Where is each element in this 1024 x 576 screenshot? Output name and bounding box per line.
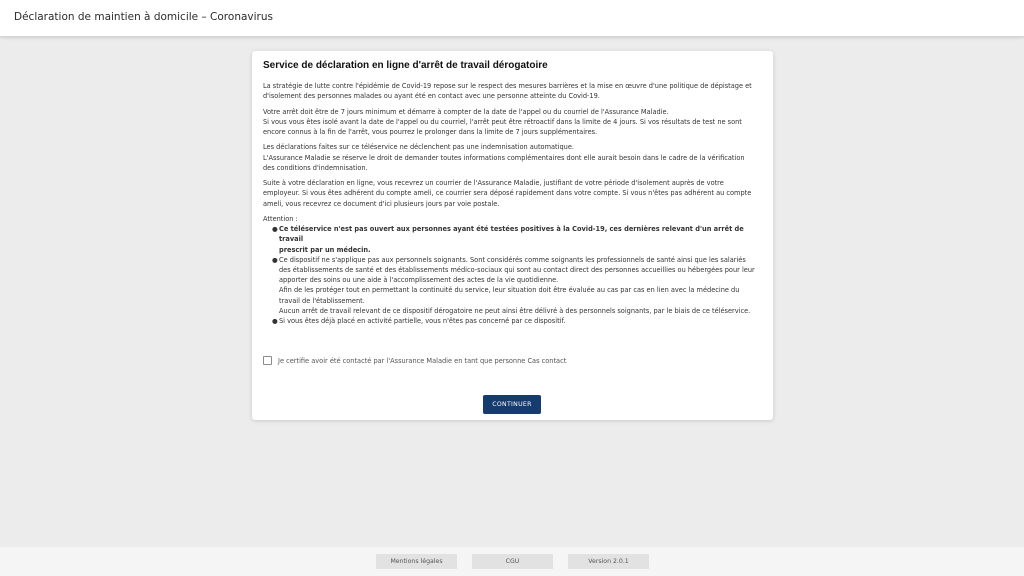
paragraph-line: L'Assurance Maladie se réserve le droit de demander toutes informations complémentaires dont elle aurait besoin dans le cadre de la vérification	[263, 153, 745, 162]
bullet-line: Aucun arrêt de travail relevant de ce dispositif dérogatoire ne peut ainsi être délivré à des personnels soignants, par le biais de ce téléservice.	[279, 306, 751, 315]
page-header-title: Déclaration de maintien à domicile – Coronavirus	[14, 11, 273, 23]
bullet-line: Ce téléservice n'est pas ouvert aux personnes ayant été testées positives à la Covid-19, ces dernières relevant d'un arrêt de travail	[279, 225, 744, 244]
bullet-icon: ●	[272, 225, 278, 234]
paragraph-line: Suite à votre déclaration en ligne, vous recevrez un courrier de l'Assurance Maladie, justifiant de votre période d'isolement auprès de votre	[263, 179, 724, 188]
paragraph-line: Votre arrêt doit être de 7 jours minimum et démarre à compter de la date de l'appel ou du courriel de l'Assurance Maladie.	[263, 107, 669, 116]
attention-list	[263, 224, 763, 326]
list-item	[272, 255, 763, 316]
bullet-icon: ●	[272, 255, 278, 264]
bullet-line: prescrit par un médecin.	[279, 245, 371, 254]
footer	[0, 547, 1024, 576]
card-title: Service de déclaration en ligne d'arrêt de travail dérogatoire	[263, 60, 548, 71]
continue-button[interactable]: CONTINUER	[483, 395, 541, 414]
certify-row[interactable]	[263, 356, 566, 365]
attention-label: Attention :	[263, 214, 298, 223]
card-body	[263, 81, 763, 326]
paragraph-line: d'isolement des personnes malades ou ayant été en contact avec une personne atteinte du Covid-19.	[263, 92, 600, 101]
list-item	[272, 224, 763, 255]
paragraph-line: encore connus à la fin de l'arrêt, vous pourrez le prolonger dans la limite de 7 jours supplémentaires.	[263, 128, 598, 136]
paragraph-line: employeur. Si vous êtes adhérent du compte ameli, ce courrier sera déposé rapidement dans votre compte. Si vous n'êtes pas adhérent au compte	[263, 189, 752, 198]
paragraph-line: Si vous vous êtes isolé avant la date de l'appel ou du courriel, l'arrêt peut être rétroactif dans la limite de 4 jours. Si vos résultats de test ne sont	[263, 117, 742, 126]
intro-paragraph	[263, 81, 763, 101]
version-label: Version 2.0.1	[568, 554, 649, 569]
cgu-button[interactable]: CGU	[472, 554, 553, 569]
bullet-line: Afin de les protéger tout en permettant la continuité du service, leur situation doit être évaluée au cas par cas en lien avec la médecine du	[279, 286, 740, 295]
indemnisation-paragraph	[263, 142, 763, 173]
bullet-line: travail de l'établissement.	[279, 296, 365, 305]
bullet-line: Si vous êtes déjà placé en activité partielle, vous n'êtes pas concerné par ce dispositif.	[279, 317, 566, 326]
courrier-paragraph	[263, 178, 763, 209]
bullet-icon: ●	[272, 317, 278, 326]
certify-checkbox[interactable]	[263, 356, 272, 365]
bullet-line: apporter des soins ou une aide à l'accomplissement des actes de la vie quotidienne.	[279, 276, 559, 285]
bullet-line: des établissements de santé et des établissements médico-sociaux qui sont au contact direct des personnes accueillies ou hébergées pour leur	[279, 266, 755, 274]
bullet-line: Ce dispositif ne s'applique pas aux personnels soignants. Sont considérés comme soignants les professionnels de santé ainsi que les salariés	[279, 255, 746, 264]
declaration-card	[252, 51, 773, 420]
legal-notice-button[interactable]: Mentions légales	[376, 554, 457, 569]
paragraph-line: Les déclarations faites sur ce téléservice ne déclenchent pas une indemnisation automatique.	[263, 143, 574, 152]
list-item	[272, 316, 763, 326]
paragraph-line: des conditions d'indemnisation.	[263, 163, 368, 172]
paragraph-line: La stratégie de lutte contre l'épidémie de Covid-19 repose sur le respect des mesures barrières et la mise en œuvre d'une politique de dépistage et	[263, 82, 752, 90]
duration-paragraph	[263, 107, 763, 138]
top-bar	[0, 0, 1024, 37]
paragraph-line: ameli, vous recevrez ce document d'ici plusieurs jours par voie postale.	[263, 199, 500, 208]
certify-label[interactable]: Je certifie avoir été contacté par l'Assurance Maladie en tant que personne Cas contact	[278, 356, 567, 365]
